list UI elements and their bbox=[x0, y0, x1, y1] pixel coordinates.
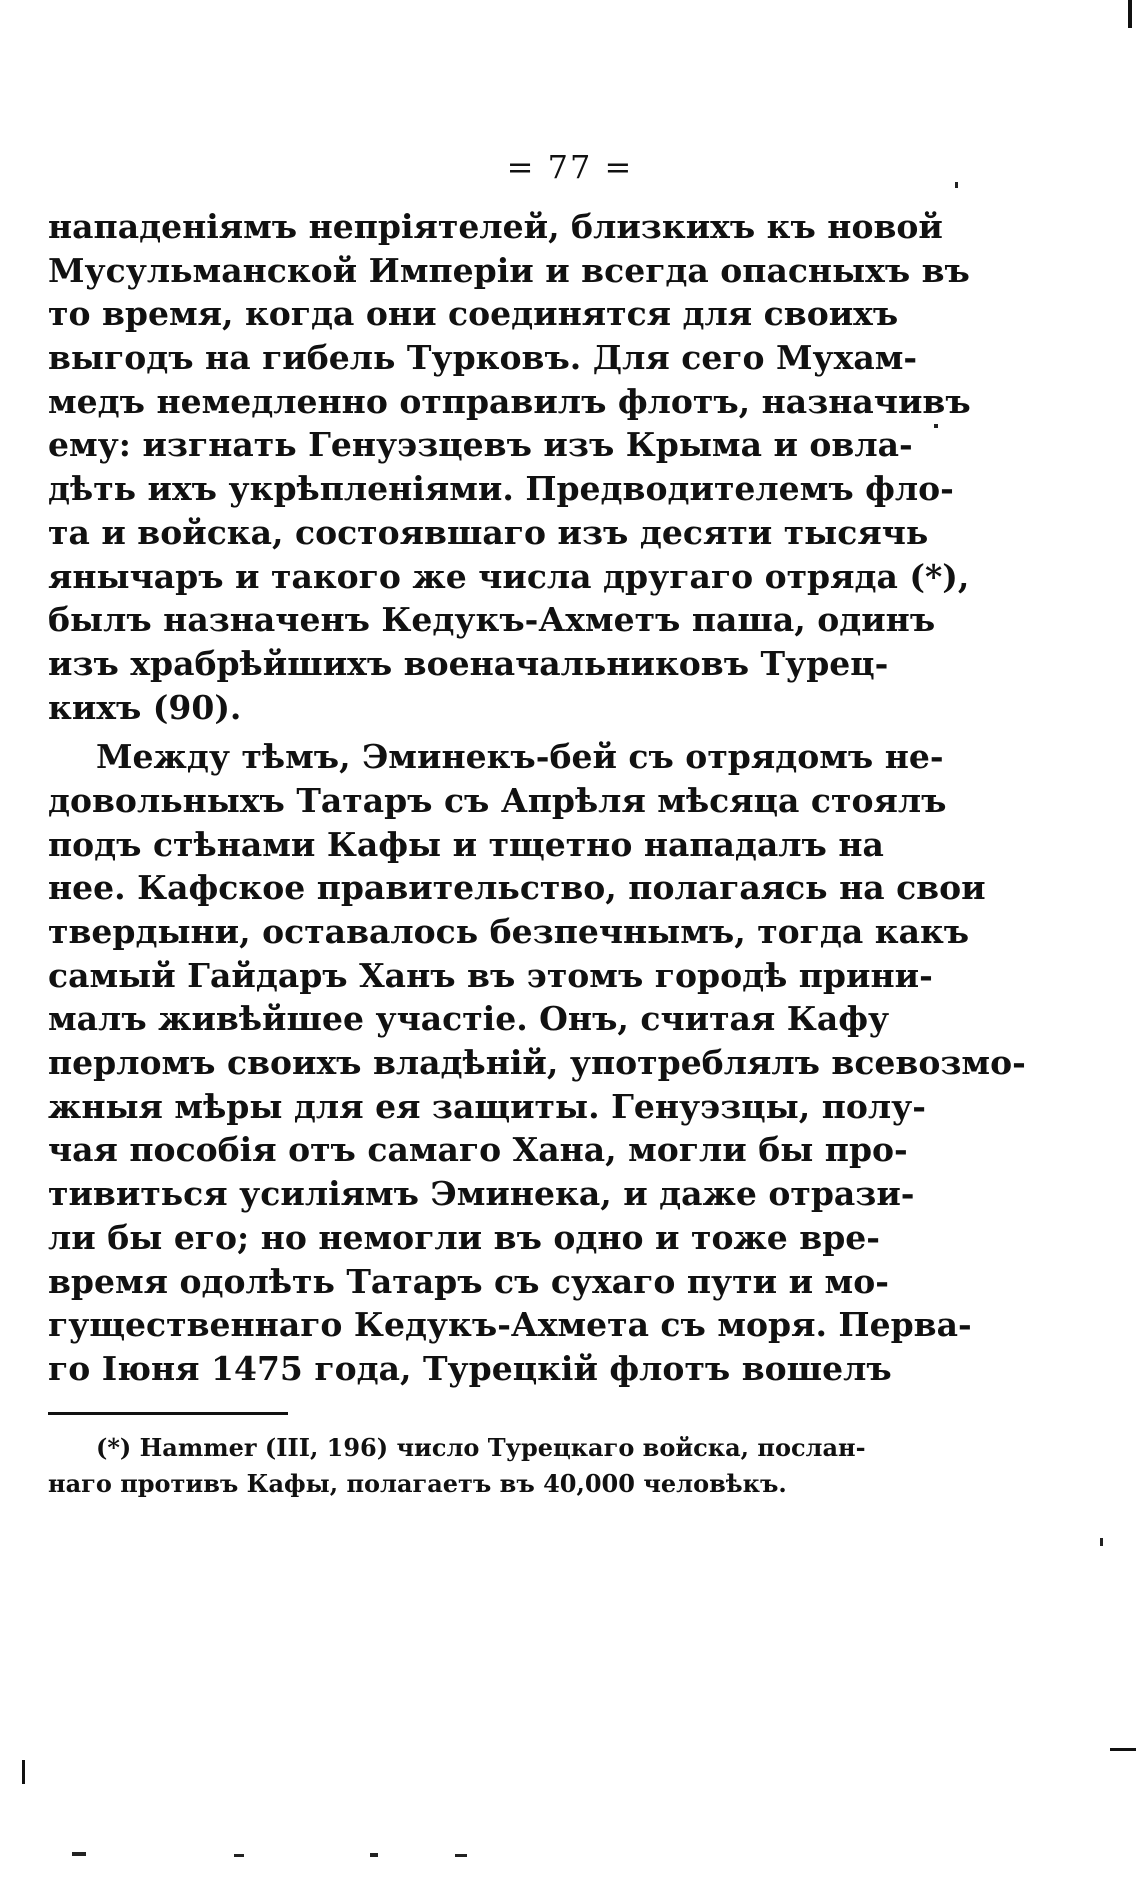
scan-speck bbox=[72, 1852, 86, 1856]
page-number: = 77 = bbox=[506, 148, 634, 186]
text-line: го Іюня 1475 года, Турецкій флотъ вошелъ bbox=[48, 1348, 892, 1388]
text-line: былъ назначенъ Кедукъ-Ахметъ паша, одинъ bbox=[48, 600, 936, 640]
text-line: малъ живѣйшее участіе. Онъ, считая Кафу bbox=[48, 999, 890, 1039]
scan-speck bbox=[370, 1853, 378, 1857]
text-line: тивиться усиліямъ Эминека, и даже отрази- bbox=[48, 1174, 915, 1214]
scan-speck bbox=[1100, 1538, 1103, 1546]
text-line: чая пособія отъ самаго Хана, могли бы про- bbox=[48, 1130, 908, 1170]
text-line: нападеніямъ непріятелей, близкихъ къ новой bbox=[48, 207, 943, 246]
text-line: кихъ (90). bbox=[48, 687, 242, 727]
text-line: выгодъ на гибель Турковъ. Для сего Мухам- bbox=[48, 338, 918, 378]
scan-speck bbox=[955, 182, 958, 188]
footnote-line: наго противъ Кафы, полагаетъ въ 40,000 человѣкъ. bbox=[48, 1469, 787, 1498]
text-line: перломъ своихъ владѣній, употреблялъ всевозмо- bbox=[48, 1043, 1026, 1083]
text-line: твердыни, оставалось безпечнымъ, тогда какъ bbox=[48, 912, 970, 951]
text-line: ему: изгнать Генуэзцевъ изъ Крыма и овла- bbox=[48, 425, 913, 465]
text-line: медъ немедленно отправилъ флотъ, назначивъ bbox=[48, 381, 971, 421]
text-line: жныя мѣры для ея защиты. Генуэзцы, полу- bbox=[48, 1086, 926, 1126]
scan-edge-mark bbox=[22, 1760, 25, 1784]
main-text bbox=[48, 205, 1026, 1391]
text-line: изъ храбрѣйшихъ военачальниковъ Турец- bbox=[48, 643, 889, 683]
text-line: дѣть ихъ укрѣпленіями. Предводителемъ фло- bbox=[48, 469, 954, 509]
text-line: янычаръ и такого же числа другаго отряда (*), bbox=[48, 556, 970, 596]
footnote-rule bbox=[48, 1412, 288, 1415]
text-line: подъ стѣнами Кафы и тщетно нападалъ на bbox=[48, 824, 884, 864]
text-line: ли бы его; но немогли въ одно и тоже вре- bbox=[48, 1217, 880, 1257]
text-line: та и войска, состоявшаго изъ десяти тысячь bbox=[48, 512, 929, 552]
scan-speck bbox=[934, 424, 938, 428]
scan-speck bbox=[455, 1854, 467, 1857]
footnote bbox=[48, 1430, 866, 1502]
text-line: Мусульманской Имперіи и всегда опасныхъ въ bbox=[48, 250, 970, 290]
scan-edge-mark bbox=[1128, 0, 1132, 28]
text-line: время одолѣть Татаръ съ сухаго пути и мо- bbox=[48, 1261, 889, 1301]
text-line: гущественнаго Кедукъ-Ахмета съ моря. Перва- bbox=[48, 1305, 972, 1345]
text-line: то время, когда они соединятся для своихъ bbox=[48, 294, 899, 334]
text-line: нее. Кафское правительство, полагаясь на свои bbox=[48, 868, 986, 908]
text-line: самый Гайдаръ Ханъ въ этомъ городѣ прини- bbox=[48, 955, 933, 995]
text-line: довольныхъ Татаръ съ Апрѣля мѣсяца стоялъ bbox=[48, 780, 947, 820]
text-line: Между тѣмъ, Эминекъ-бей съ отрядомъ не- bbox=[96, 737, 944, 777]
footnote-line: (*) Hammer (III, 196) число Турецкаго войска, послан- bbox=[96, 1433, 866, 1462]
scan-speck bbox=[234, 1854, 244, 1857]
scan-edge-mark bbox=[1110, 1748, 1136, 1751]
